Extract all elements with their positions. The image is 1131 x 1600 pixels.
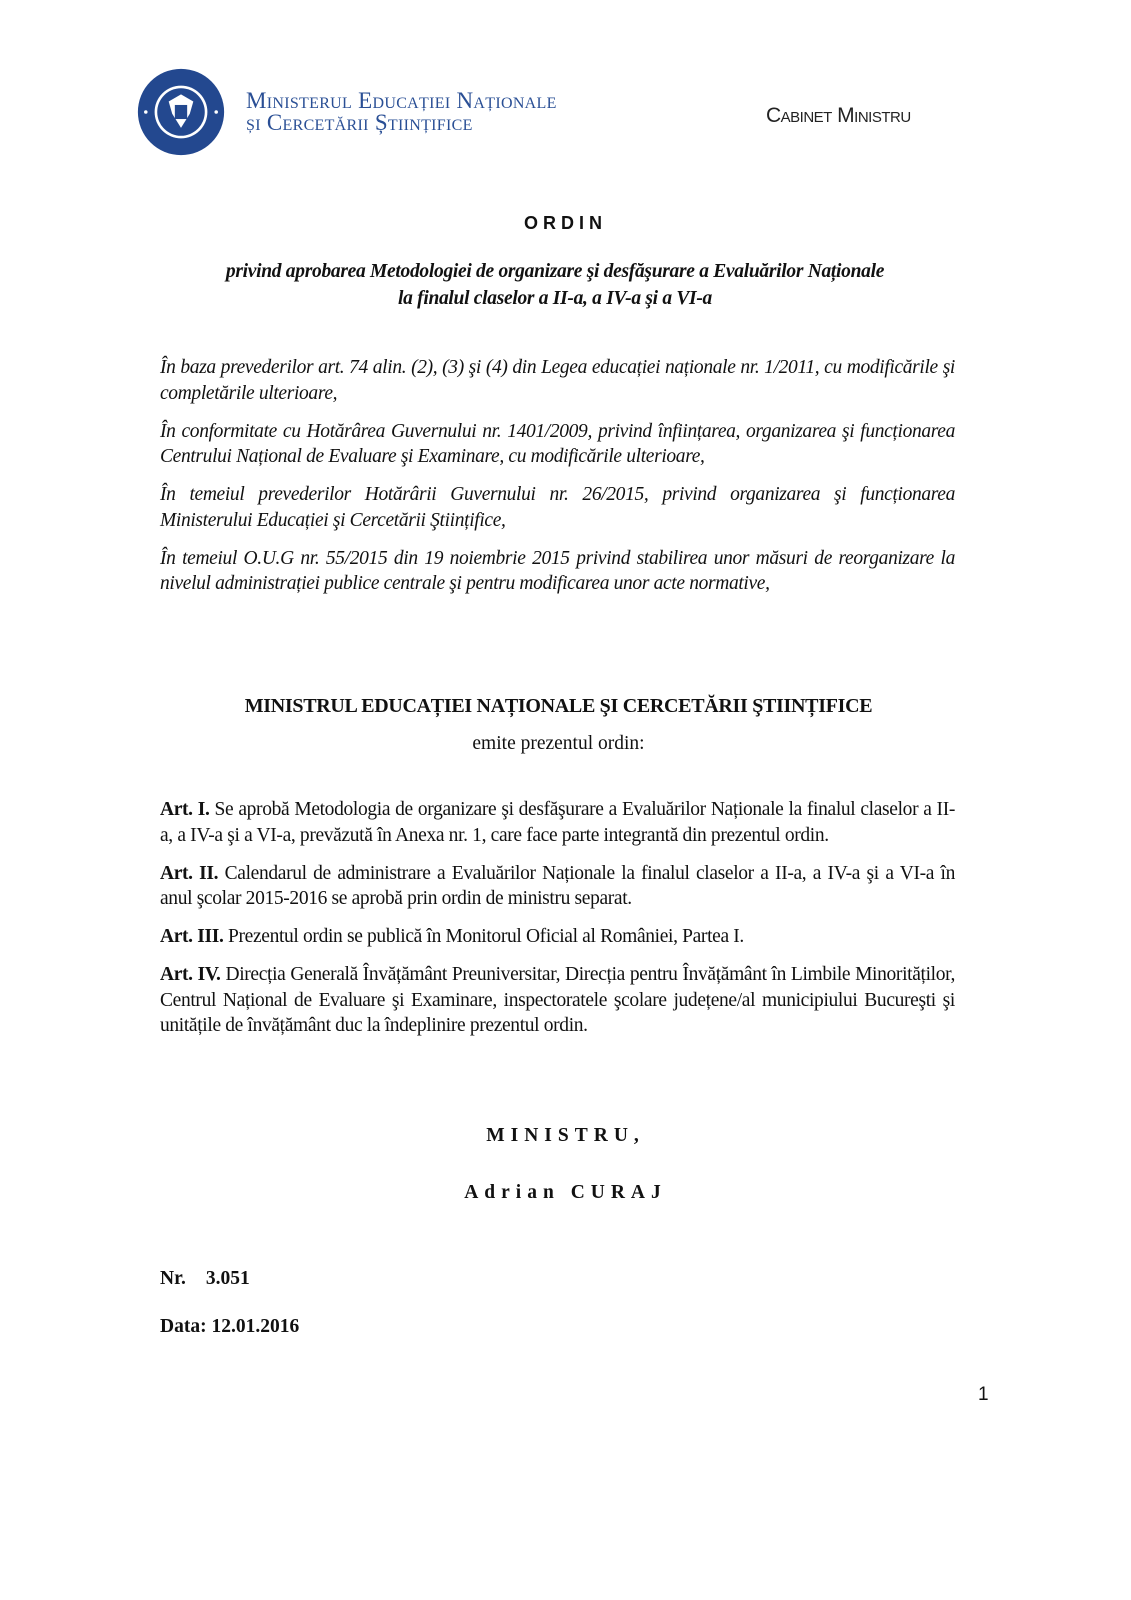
document-title: ORDIN <box>524 213 607 233</box>
article: Art. III. Prezentul ordin se publică în Monitorul Oficial al României, Partea I. <box>160 926 744 947</box>
article: Art. I. Se aprobă Metodologia de organizare şi desfăşurare a Evaluărilor Naționale la finalul claselor a II-a, a IV-a şi a VI-a, prevăzută în Anexa nr. 1, care face parte integrantă din prezentul ordin. <box>160 799 955 846</box>
order-date: Data: 12.01.2016 <box>160 1316 300 1337</box>
preamble-paragraph: În temeiul O.U.G nr. 55/2015 din 19 noiembrie 2015 privind stabilirea unor măsuri de reorganizare la nivelul administrației publice centrale şi pentru modificarea unor acte normative, <box>160 547 955 594</box>
preamble-paragraph: În baza prevederilor art. 74 alin. (2), (3) şi (4) din Legea educației naționale nr. 1/2011, cu modificările şi completările ulterioare, <box>160 357 955 404</box>
order-number: Nr. 3.051 <box>160 1268 250 1289</box>
signature-role: MINISTRU, <box>486 1125 645 1146</box>
cabinet-label: Cabinet Ministru <box>766 104 911 127</box>
preamble-paragraph: În temeiul prevederilor Hotărârii Guvernului nr. 26/2015, privind organizarea şi funcționarea Ministerului Educației şi Cercetării Ştiințifice, <box>160 484 955 531</box>
issuer-heading: MINISTRUL EDUCAȚIEI NAȚIONALE ŞI CERCETĂRII ŞTIINȚIFICE <box>244 695 873 717</box>
article: Art. II. Calendarul de administrare a Evaluărilor Naționale la finalul claselor a II-a, a IV-a şi a VI-a în anul şcolar 2015-2016 se aprobă prin ordin de ministru separat. <box>160 862 955 909</box>
signature-name: Adrian CURAJ <box>464 1182 667 1203</box>
issues-text: emite prezentul ordin: <box>472 733 645 754</box>
page-number: 1 <box>978 1384 989 1405</box>
government-seal-logo <box>137 68 225 156</box>
articles <box>160 797 955 1051</box>
preamble <box>160 355 955 609</box>
preamble-paragraph: În conformitate cu Hotărârea Guvernului nr. 1401/2009, privind înființarea, organizarea şi funcționarea Centrului Național de Evaluare şi Examinare, cu modificările ulterioare, <box>160 420 955 467</box>
document-subtitle: privind aprobarea Metodologiei de organizare şi desfăşurare a Evaluărilor Naționale la finalul claselor a II-a, a IV-a şi a VI-a <box>225 261 885 309</box>
article: Art. IV. Direcția Generală Învățământ Preuniversitar, Direcția pentru Învățământ în Limbile Minorităților, Centrul Național de Evaluare şi Examinare, inspectoratele şcolare județene/al municipiului Bucureşti şi unitățile de învățământ duc la îndeplinire prezentul ordin. <box>160 964 956 1036</box>
ministry-name: Ministerul Educației Naționale și Cercetării Științifice <box>246 88 557 135</box>
